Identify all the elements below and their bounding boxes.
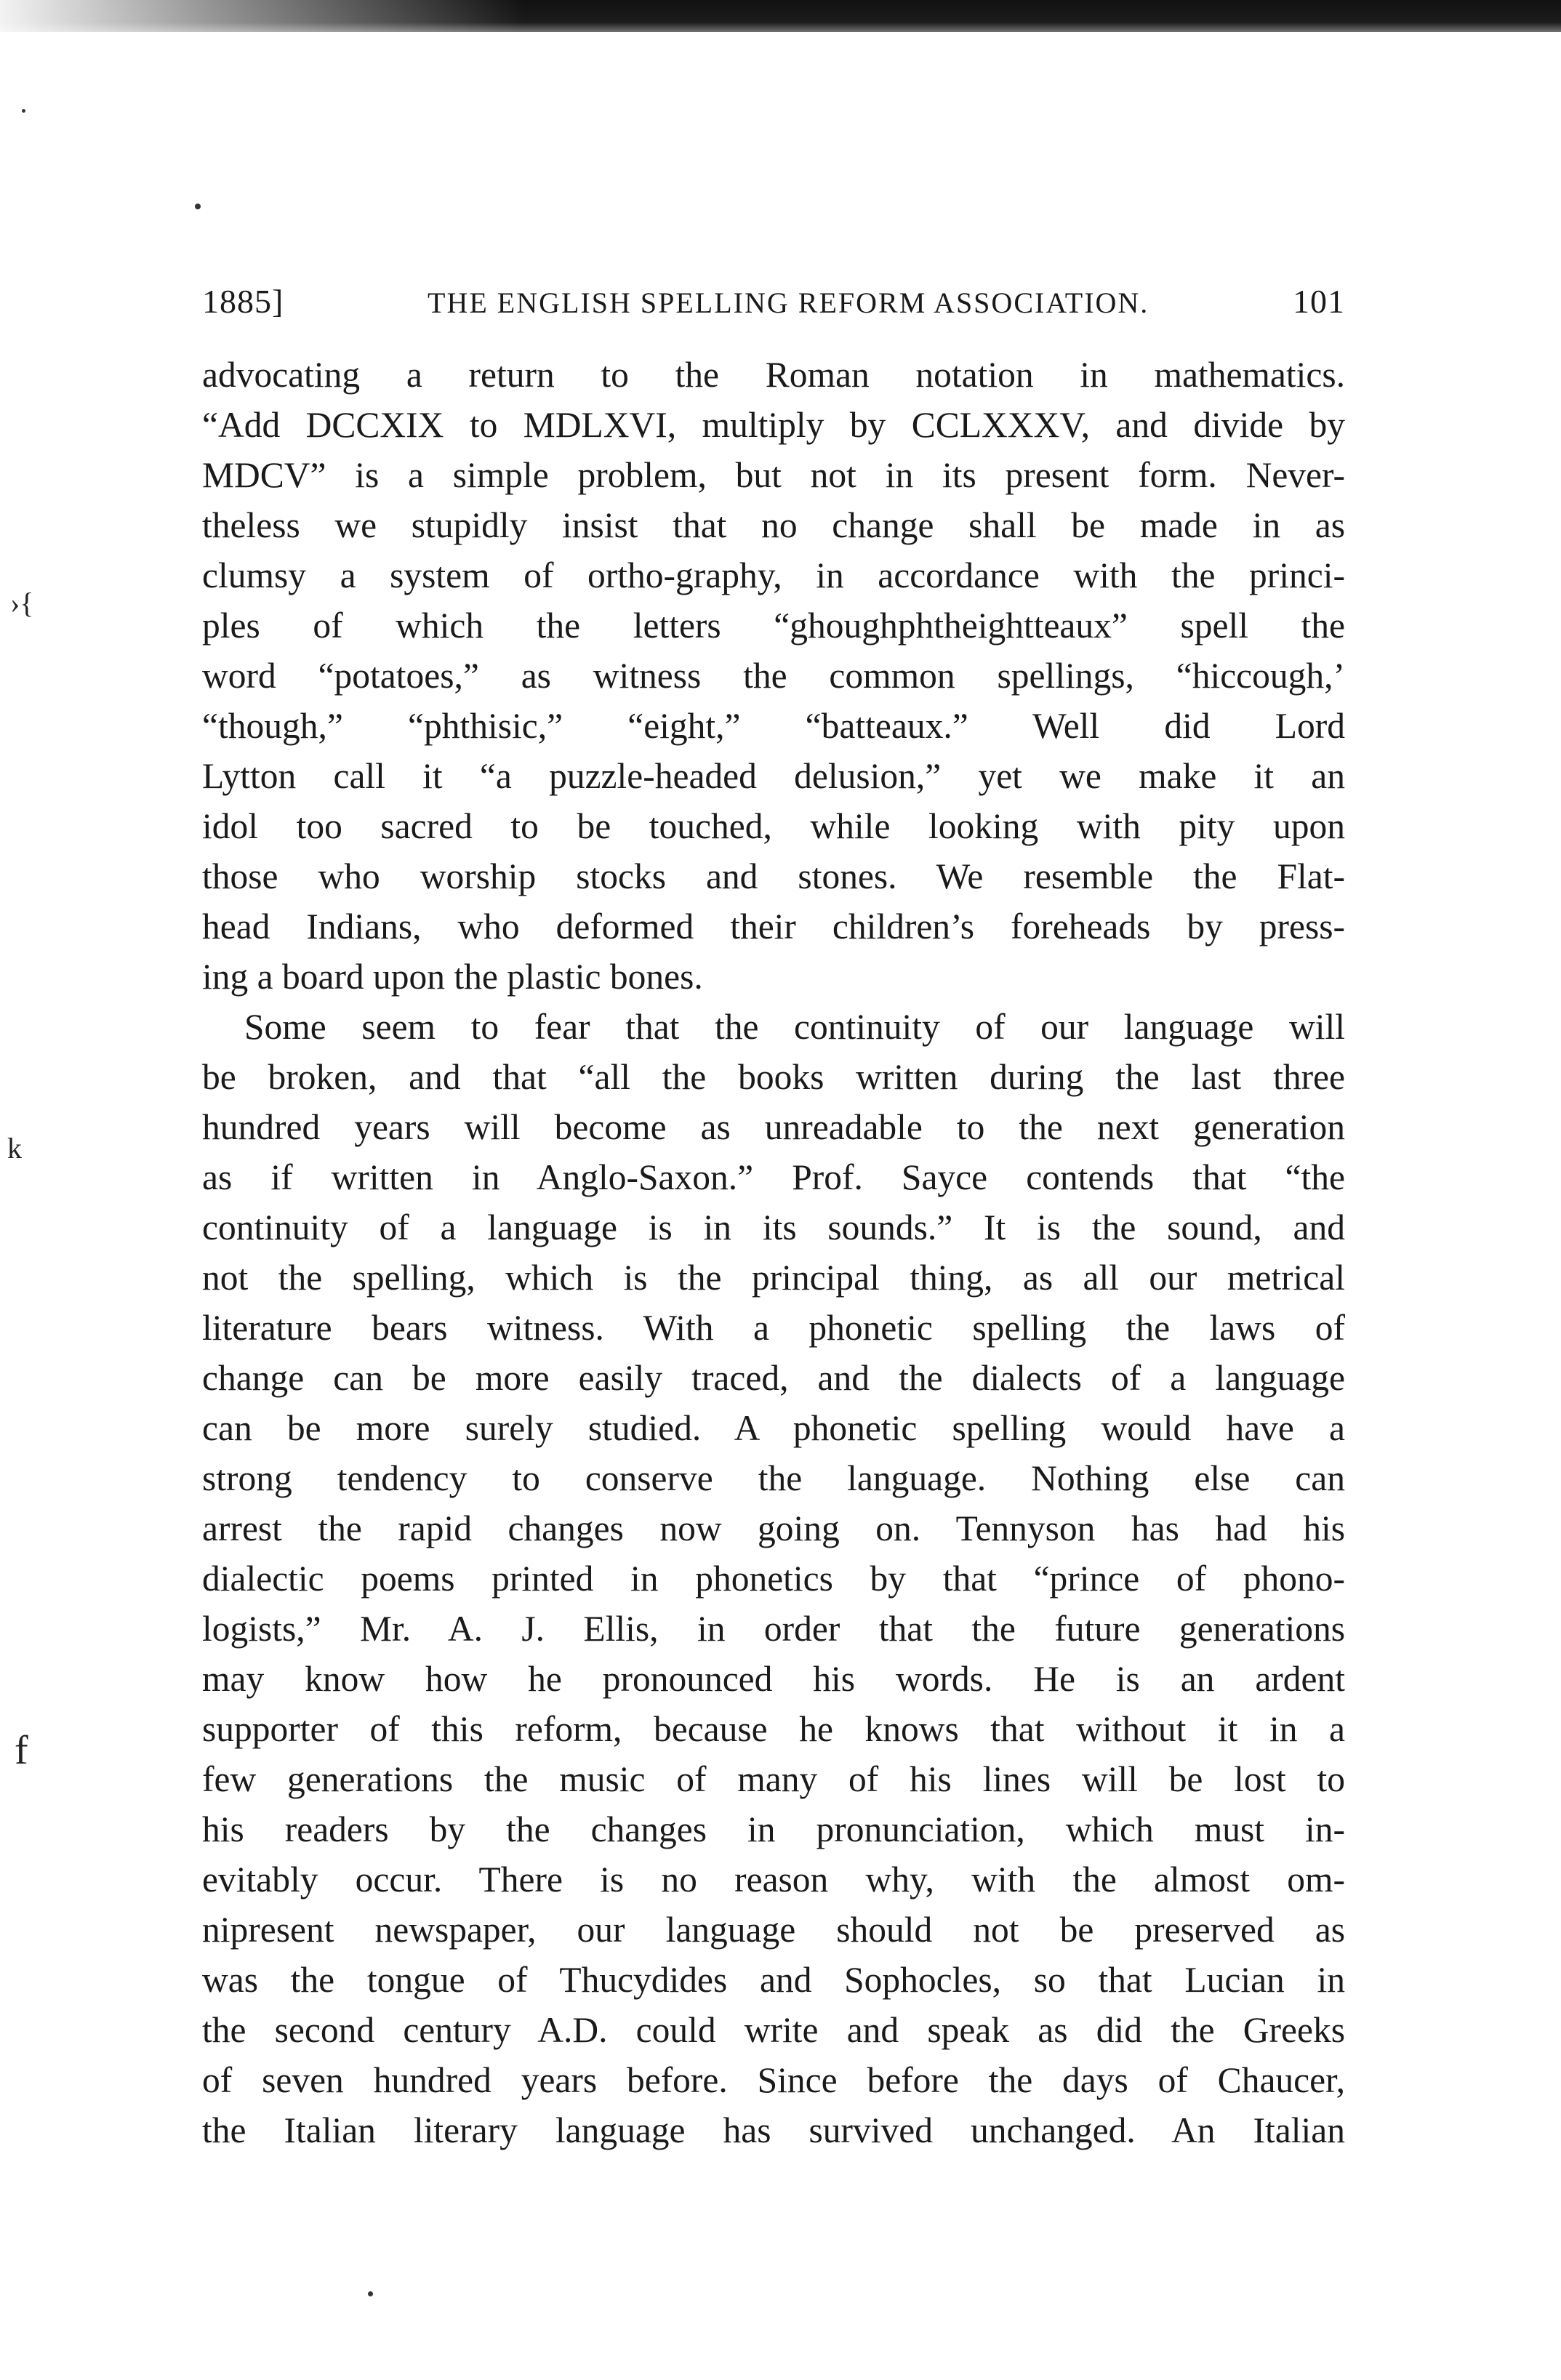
scan-speck — [368, 2291, 373, 2296]
text-line: of seven hundred years before. Since before the days of Chaucer, — [202, 2060, 1345, 2100]
text-line: theless we stupidly insist that no change shall be made in as — [202, 505, 1345, 545]
body-text — [202, 350, 1345, 2155]
text-line: few generations the music of many of his lines will be lost to — [202, 1759, 1345, 1799]
text-line: hundred years will become as unreadable to the next generation — [202, 1107, 1345, 1147]
text-line: ing a board upon the plastic bones. — [202, 957, 703, 997]
text-line: supporter of this reform, because he knows that without it in a — [202, 1709, 1345, 1749]
text-line: nipresent newspaper, our language should not be preserved as — [202, 1910, 1345, 1950]
text-line: continuity of a language is in its sounds.” It is the sound, and — [202, 1207, 1345, 1247]
text-line: Lytton call it “a puzzle-headed delusion,” yet we make it an — [202, 756, 1345, 796]
text-line: strong tendency to conserve the language. Nothing else can — [202, 1458, 1345, 1498]
text-line: idol too sacred to be touched, while looking with pity upon — [202, 806, 1345, 846]
text-line: evitably occur. There is no reason why, with the almost om- — [202, 1860, 1345, 1899]
text-line: “though,” “phthisic,” “eight,” “batteaux.” Well did Lord — [202, 706, 1345, 746]
scan-speck — [195, 204, 201, 209]
running-head — [202, 282, 1345, 321]
text-line: arrest the rapid changes now going on. Tennyson has had his — [202, 1508, 1345, 1548]
text-line: literature bears witness. With a phonetic spelling the laws of — [202, 1308, 1345, 1348]
scan-top-edge-fade — [0, 0, 523, 32]
header-year: 1885] — [202, 283, 284, 320]
text-line: clumsy a system of ortho-graphy, in accordance with the princi- — [202, 555, 1345, 595]
margin-mark: k — [7, 1132, 22, 1165]
text-line: was the tongue of Thucydides and Sophocles, so that Lucian in — [202, 1960, 1345, 2000]
text-line: dialectic poems printed in phonetics by that “prince of phono- — [202, 1559, 1345, 1599]
text-line: MDCV” is a simple problem, but not in its present form. Never- — [202, 455, 1345, 495]
page-content — [202, 282, 1345, 2155]
text-line: Some seem to fear that the continuity of our language will — [244, 1007, 1345, 1047]
header-page-number: 101 — [1293, 283, 1345, 320]
text-line: advocating a return to the Roman notation in mathematics. — [202, 355, 1345, 395]
margin-mark: f — [15, 1728, 28, 1773]
text-line: can be more surely studied. A phonetic spelling would have a — [202, 1408, 1345, 1448]
text-line: “Add DCCXIX to MDLXVI, multiply by CCLXXXV, and divide by — [202, 405, 1345, 445]
margin-mark: ›{ — [10, 587, 34, 619]
text-line: as if written in Anglo-Saxon.” Prof. Sayce contends that “the — [202, 1157, 1345, 1197]
text-line: the Italian literary language has survived unchanged. An Italian — [202, 2110, 1345, 2150]
text-line: those who worship stocks and stones. We resemble the Flat- — [202, 856, 1345, 896]
text-line: head Indians, who deformed their children’s foreheads by press- — [202, 906, 1345, 946]
text-line: be broken, and that “all the books written during the last three — [202, 1057, 1345, 1097]
scan-speck — [22, 109, 25, 113]
text-line: word “potatoes,” as witness the common spellings, “hiccough,’ — [202, 656, 1345, 696]
text-line: the second century A.D. could write and speak as did the Greeks — [202, 2010, 1345, 2050]
text-line: may know how he pronounced his words. He is an ardent — [202, 1659, 1345, 1699]
text-line: not the spelling, which is the principal thing, as all our metrical — [202, 1258, 1345, 1298]
text-line: ples of which the letters “ghoughphtheightteaux” spell the — [202, 606, 1345, 646]
text-line: logists,” Mr. A. J. Ellis, in order that the future generations — [202, 1609, 1345, 1649]
header-title: THE ENGLISH SPELLING REFORM ASSOCIATION. — [428, 286, 1149, 319]
text-line: his readers by the changes in pronunciation, which must in- — [202, 1809, 1345, 1849]
text-line: change can be more easily traced, and the dialects of a language — [202, 1358, 1345, 1398]
